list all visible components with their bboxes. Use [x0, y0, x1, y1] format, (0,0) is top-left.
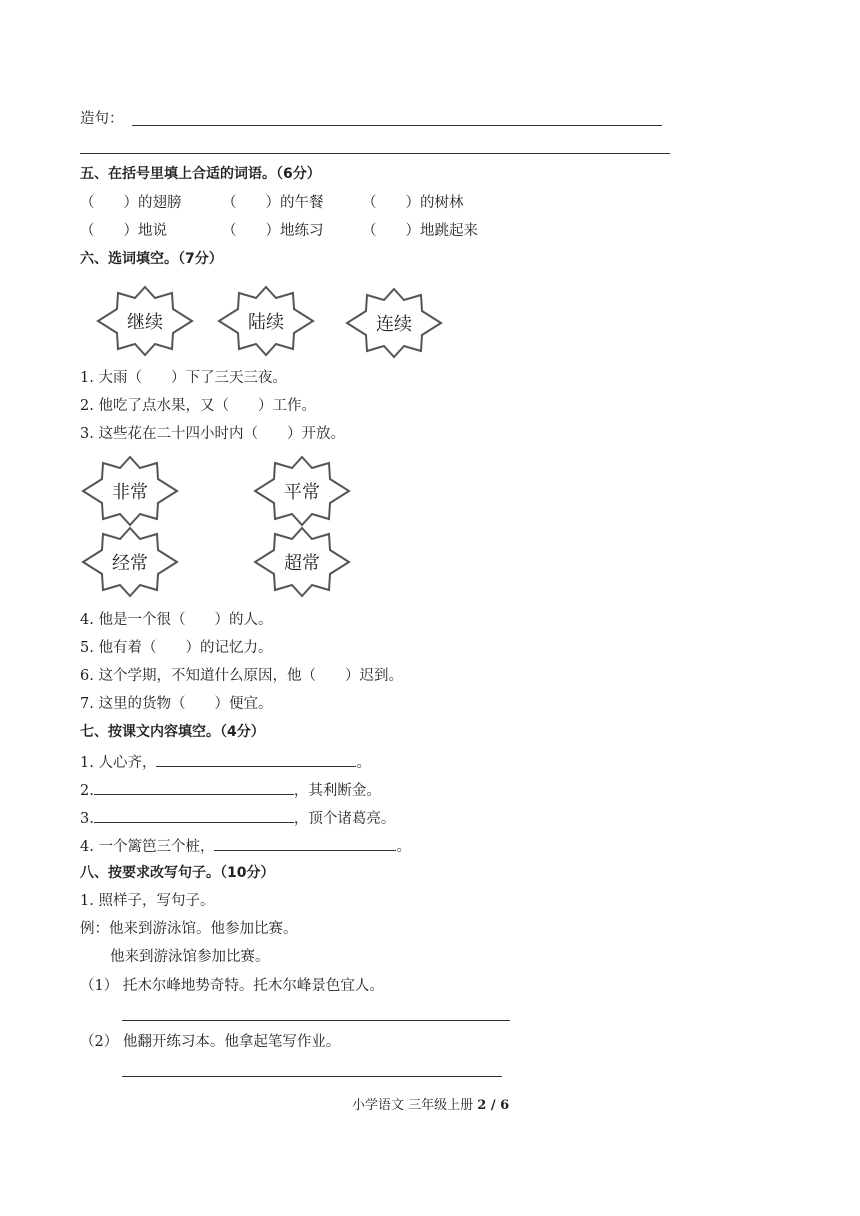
- sec5-row2-item3[interactable]: （ ）地跳起来: [362, 223, 478, 239]
- sentence-line-1[interactable]: [132, 125, 662, 126]
- word-badge-jixu: [98, 287, 192, 355]
- sec8-q1: （1） 托木尔峰地势奇特。托木尔峰景色宜人。: [80, 978, 384, 994]
- footer-subject: 小学语文 三年级上册: [352, 1098, 474, 1113]
- sec7-q1-blank[interactable]: [156, 752, 356, 767]
- sec6-item-3[interactable]: 3. 这些花在二十四小时内（ ）开放。: [80, 426, 345, 442]
- sec8-example-answer: 他来到游泳馆参加比赛。: [110, 949, 270, 965]
- word-badge-chaochang-label: 超常: [284, 553, 320, 574]
- sec7-q4-prefix: 4. 一个篱笆三个桩，: [80, 839, 215, 855]
- sec6-item-4[interactable]: 4. 他是一个很（ ）的人。: [80, 612, 273, 628]
- sec7-q1: [80, 752, 371, 772]
- word-badge-feichang-label: 非常: [112, 482, 148, 503]
- sec7-q3-blank[interactable]: [94, 808, 294, 823]
- section-5-title: 五、在括号里填上合适的词语。（6分）: [80, 166, 321, 182]
- sec7-q4: [80, 836, 411, 856]
- sec8-q1-answer-line[interactable]: [122, 1020, 510, 1021]
- sec7-q1-prefix: 1. 人心齐，: [80, 755, 157, 771]
- sentence-line-2[interactable]: [80, 153, 670, 154]
- word-badge-chaochang: [255, 528, 349, 596]
- sec8-q2: （2） 他翻开练习本。他拿起笔写作业。: [80, 1034, 341, 1050]
- sec5-row1-item1[interactable]: （ ）的翅膀: [80, 195, 182, 211]
- sec6-item-1[interactable]: 1. 大雨（ ）下了三天三夜。: [80, 370, 287, 386]
- sec7-q2-blank[interactable]: [94, 780, 294, 795]
- sec7-q2-suffix: ，其利断金。: [293, 783, 381, 799]
- word-badge-pingchang: [255, 457, 349, 525]
- sec7-q3: [80, 808, 395, 828]
- sec6-item-7[interactable]: 7. 这里的货物（ ）便宜。: [80, 696, 273, 712]
- sec7-q4-suffix: 。: [396, 839, 411, 855]
- word-badge-lianxu: [347, 289, 441, 357]
- sec5-row1-item3[interactable]: （ ）的树林: [362, 195, 464, 211]
- sec7-q2: [80, 780, 381, 800]
- word-badge-luxu: [219, 287, 313, 355]
- sec8-instruction: 1. 照样子，写句子。: [80, 893, 215, 909]
- sec5-row2-item1[interactable]: （ ）地说: [80, 223, 167, 239]
- section-8-title: 八、按要求改写句子。（10分）: [80, 865, 275, 881]
- word-badge-luxu-label: 陆续: [248, 312, 284, 333]
- footer-page-number: 2 / 6: [477, 1098, 510, 1113]
- section-6-title: 六、选词填空。（7分）: [80, 251, 223, 267]
- word-badge-jingchang: [83, 528, 177, 596]
- sec8-q2-answer-line[interactable]: [122, 1076, 502, 1077]
- section-7-title: 七、按课文内容填空。（4分）: [80, 724, 265, 740]
- sec6-item-2[interactable]: 2. 他吃了点水果，又（ ）工作。: [80, 398, 316, 414]
- sec7-q4-blank[interactable]: [214, 836, 396, 851]
- sec7-q1-suffix: 。: [356, 755, 371, 771]
- sec7-q3-prefix: 3.: [80, 811, 94, 827]
- sec6-item-5[interactable]: 5. 他有着（ ）的记忆力。: [80, 640, 273, 656]
- word-badge-pingchang-label: 平常: [284, 482, 320, 503]
- sec5-row2-item2[interactable]: （ ）地练习: [222, 223, 324, 239]
- word-badges-a: [90, 285, 460, 360]
- sec5-row1-item2[interactable]: （ ）的午餐: [222, 195, 324, 211]
- sec6-item-6[interactable]: 6. 这个学期，不知道什么原因，他（ ）迟到。: [80, 668, 403, 684]
- word-badges-b: [80, 455, 370, 600]
- word-badge-lianxu-label: 连续: [376, 314, 412, 335]
- sec8-example: 例：他来到游泳馆。他参加比赛。: [80, 921, 298, 937]
- word-badge-jingchang-label: 经常: [112, 553, 148, 574]
- sentence-prompt: 造句：: [80, 111, 124, 127]
- page-footer: [352, 1097, 509, 1115]
- word-badge-feichang: [83, 457, 177, 525]
- sec7-q2-prefix: 2.: [80, 783, 94, 799]
- sec7-q3-suffix: ，顶个诸葛亮。: [293, 811, 396, 827]
- word-badge-jixu-label: 继续: [127, 312, 163, 333]
